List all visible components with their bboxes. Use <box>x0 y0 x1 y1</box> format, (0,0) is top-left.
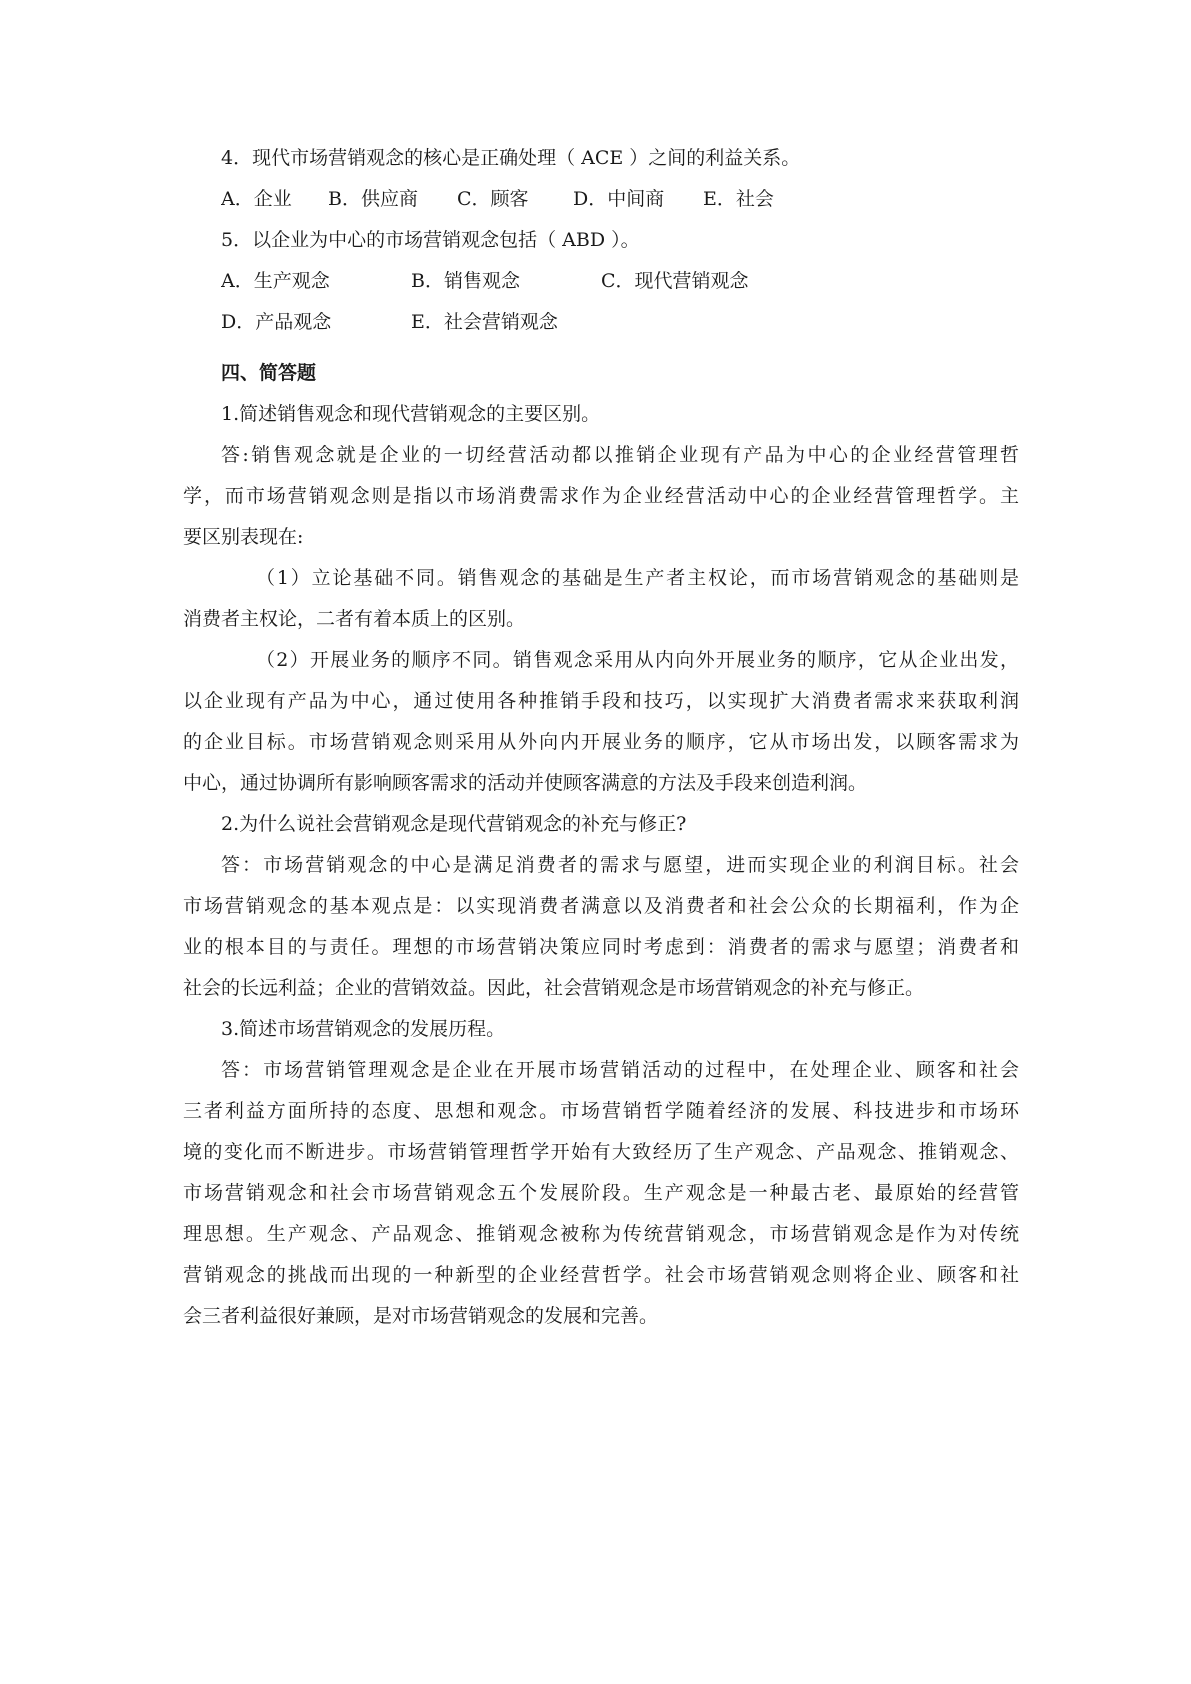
q5-option-d: D．产品观念 <box>221 311 332 333</box>
answer-line: 理思想。生产观念、产品观念、推销观念被称为传统营销观念，市场营销观念是作为对传统 <box>183 1223 1019 1245</box>
answer-point-1-line: （1）立论基础不同。销售观念的基础是生产者主权论，而市场营销观念的基础则是 <box>256 567 1019 589</box>
answer-line: 学，而市场营销观念则是指以市场消费需求作为企业经营活动中心的企业经营管理哲学。主 <box>183 485 1019 507</box>
answer-line: 市场营销观念的基本观点是：以实现消费者满意以及消费者和社会公众的长期福利，作为企 <box>183 895 1019 917</box>
answer-line: 会三者利益很好兼顾，是对市场营销观念的发展和完善。 <box>183 1305 659 1327</box>
q5-option-a: A．生产观念 <box>221 270 330 292</box>
question-5-options-row2 <box>221 302 1019 343</box>
q5-option-c: C．现代营销观念 <box>601 270 749 292</box>
q5-option-b: B．销售观念 <box>411 270 520 292</box>
q4-option-e: E．社会 <box>703 188 774 210</box>
q4-option-b: B．供应商 <box>328 188 418 210</box>
answer-point-2-line: 的企业目标。市场营销观念则采用从外向内开展业务的顺序，它从市场出发，以顾客需求为 <box>183 731 1019 753</box>
short-answer-q1: 1.简述销售观念和现代营销观念的主要区别。 <box>221 403 601 425</box>
answer-line: 市场营销观念和社会市场营销观念五个发展阶段。生产观念是一种最古老、最原始的经营管 <box>183 1182 1019 1204</box>
answer-line: 答:销售观念就是企业的一切经营活动都以推销企业现有产品为中心的企业经营管理哲 <box>221 444 1019 466</box>
answer-line: 三者利益方面所持的态度、思想和观念。市场营销哲学随着经济的发展、科技进步和市场环 <box>183 1100 1019 1122</box>
answer-line: 答：市场营销管理观念是企业在开展市场营销活动的过程中，在处理企业、顾客和社会 <box>221 1059 1019 1081</box>
q4-option-d: D．中间商 <box>573 188 665 210</box>
answer-point-1-line: 消费者主权论，二者有着本质上的区别。 <box>183 608 526 630</box>
short-answer-q3: 3.简述市场营销观念的发展历程。 <box>221 1018 506 1040</box>
answer-point-2-line: 以企业现有产品为中心，通过使用各种推销手段和技巧，以实现扩大消费者需求来获取利润 <box>183 690 1019 712</box>
q5-option-e: E．社会营销观念 <box>411 311 558 333</box>
answer-line: 营销观念的挑战而出现的一种新型的企业经营哲学。社会市场营销观念则将企业、顾客和社 <box>183 1264 1019 1286</box>
answer-line: 答：市场营销观念的中心是满足消费者的需求与愿望，进而实现企业的利润目标。社会 <box>221 854 1019 876</box>
answer-line: 要区别表现在: <box>183 526 304 548</box>
question-4-options <box>221 179 1019 220</box>
short-answer-q2: 2.为什么说社会营销观念是现代营销观念的补充与修正? <box>221 813 687 835</box>
answer-point-2-line: （2）开展业务的顺序不同。销售观念采用从内向外开展业务的顺序，它从企业出发， <box>256 649 1019 671</box>
question-5-stem: 5．以企业为中心的市场营销观念包括（ ABD ）。 <box>221 229 640 251</box>
answer-point-2-line: 中心，通过协调所有影响顾客需求的活动并使顾客满意的方法及手段来创造利润。 <box>183 772 868 794</box>
section-heading: 四、简答题 <box>221 362 317 384</box>
question-5-options-row1 <box>221 261 1019 302</box>
q4-option-c: C．顾客 <box>457 188 529 210</box>
question-4-stem: 4．现代市场营销观念的核心是正确处理（ ACE ）之间的利益关系。 <box>221 147 801 169</box>
answer-line: 境的变化而不断进步。市场营销管理哲学开始有大致经历了生产观念、产品观念、推销观念、 <box>183 1141 1019 1163</box>
answer-line: 业的根本目的与责任。理想的市场营销决策应同时考虑到：消费者的需求与愿望；消费者和 <box>183 936 1019 958</box>
q4-option-a: A．企业 <box>221 188 292 210</box>
answer-line: 社会的长远利益；企业的营销效益。因此，社会营销观念是市场营销观念的补充与修正。 <box>183 977 925 999</box>
